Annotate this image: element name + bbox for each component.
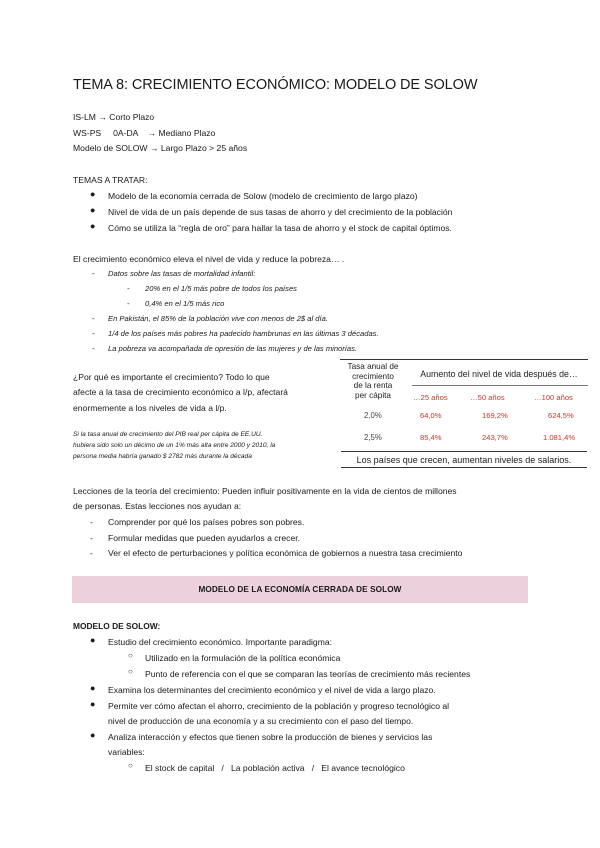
note-line: persona media habría ganado $ 2782 más durante la década [73, 453, 252, 460]
lecciones-line: Lecciones de la teoría del crecimiento: Pueden influir positivamente en la vida de cientos de millones [73, 486, 457, 496]
dash-icon: - [90, 548, 93, 558]
table-cell: 64,0% [420, 411, 442, 420]
lecciones-item: Comprender por qué los países pobres son pobres. [108, 517, 305, 527]
horizon-line: Modelo de SOLOW → Largo Plazo > 25 años [73, 143, 248, 153]
pobreza-subitem: 0,4% en el 1/5 más rico [145, 299, 225, 308]
table-cell: 243,7% [482, 433, 508, 442]
circle-bullet-icon: ○ [128, 667, 133, 676]
table-cell: 624,5% [548, 411, 574, 420]
table-rate: 2,5% [364, 433, 382, 442]
horizon-line: WS-PS 0A-DA → Mediano Plazo [73, 128, 216, 138]
table-rate: 2,0% [364, 411, 382, 420]
pobreza-item: Datos sobre las tasas de mortalidad infantil: [108, 269, 256, 278]
bullet-dot-icon: ● [90, 635, 96, 645]
tema-item: Cómo se utiliza la “regla de oro” para hallar la tasa de ahorro y el stock de capital óptimos. [108, 223, 452, 233]
dash-icon: - [92, 344, 95, 353]
solow-variables: El stock de capital / La población activa / El avance tecnológico [145, 763, 405, 773]
dash-icon: - [127, 284, 130, 293]
circle-bullet-icon: ○ [128, 651, 133, 660]
table-rule [340, 359, 588, 360]
tema-item: Modelo de la economía cerrada de Solow (modelo de crecimiento de largo plazo) [108, 191, 418, 201]
circle-bullet-icon: ○ [128, 761, 133, 770]
bullet-dot-icon: ● [90, 205, 96, 215]
solow-item: Estudio del crecimiento económico. Importante paradigma: [108, 637, 333, 647]
dash-icon: - [92, 314, 95, 323]
bullet-dot-icon: ● [90, 683, 96, 693]
lecciones-item: Formular medidas que pueden ayudarlos a crecer. [108, 533, 301, 543]
solow-item: Examina los determinantes del crecimiento económico y el nivel de vida a largo plazo. [108, 685, 436, 695]
pobreza-subitem: 20% en el 1/5 más pobre de todos los países [145, 284, 297, 293]
table-footer: Los países que crecen, aumentan niveles de salarios. [341, 451, 587, 468]
dash-icon: - [90, 533, 93, 543]
period-header: …25 años [413, 393, 448, 402]
table-cell: 169,2% [482, 411, 508, 420]
temas-heading: TEMAS A TRATAR: [73, 175, 148, 185]
tema-item: Nivel de vida de un país depende de sus tasas de ahorro y del crecimiento de la población [108, 207, 453, 217]
importancia-line: enormemente a los niveles de vida a l/p. [73, 403, 227, 413]
period-header: …100 años [534, 393, 573, 402]
table-cell: 85,4% [420, 433, 442, 442]
table-cell: 1.081,4% [543, 433, 576, 442]
rate-header [340, 362, 406, 400]
dash-icon: - [92, 269, 95, 278]
pobreza-item: 1/4 de los países más pobres ha padecido hambrunas en las últimas 3 décadas. [108, 329, 379, 338]
lecciones-item: Ver el efecto de perturbaciones y política económica de gobiernos a nuestra tasa crecimiento [108, 548, 463, 558]
pobreza-item: La pobreza va acompañada de opresión de las mujeres y de las minorías. [108, 344, 358, 353]
solow-heading: MODELO DE SOLOW: [73, 621, 161, 631]
table-rule [412, 385, 588, 386]
page-title: TEMA 8: CRECIMIENTO ECONÓMICO: MODELO DE SOLOW [73, 77, 478, 93]
lecciones-line: de personas. Estas lecciones nos ayudan a: [73, 501, 242, 511]
bullet-dot-icon: ● [90, 221, 96, 231]
dash-icon: - [90, 517, 93, 527]
importancia-note [73, 429, 275, 462]
solow-item-cont: variables: [108, 747, 145, 757]
pobreza-item: En Pakistán, el 85% de la población vive con menos de 2$ al día. [108, 314, 328, 323]
note-line: hubiera sido solo un décimo de un 1% más alta entre 2000 y 2010, la [73, 442, 276, 449]
rate-header-line: per cápita [355, 390, 391, 400]
solow-item: Permite ver cómo afectan el ahorro, crecimiento de la población y progreso tecnológico al [108, 701, 450, 711]
rate-header-line: Tasa anual de [347, 362, 399, 371]
bullet-dot-icon: ● [90, 730, 96, 740]
note-line: Si la tasa anual de crecimiento del PIB real per cápita de EE.UU. [73, 431, 263, 438]
dash-icon: - [92, 329, 95, 338]
bullet-dot-icon: ● [90, 189, 96, 199]
bullet-dot-icon: ● [90, 699, 96, 709]
solow-item-cont: nivel de producción de una economía y a su crecimiento con el paso del tiempo. [108, 716, 414, 726]
importancia-line: ¿Por qué es importante el crecimiento? Todo lo que [73, 372, 270, 382]
solow-subitem: Punto de referencia con el que se comparan las teorías de crecimiento más recientes [145, 669, 471, 679]
horizon-line: IS-LM → Corto Plazo [73, 112, 155, 122]
period-header: …50 años [470, 393, 505, 402]
rate-header-line: crecimiento [352, 371, 394, 381]
importancia-line: afecte a la tasa de crecimiento económico a l/p, afectará [73, 387, 288, 397]
dash-icon: - [127, 299, 130, 308]
rate-header-line: de la renta [353, 381, 393, 391]
solow-item: Analiza interacción y efectos que tienen sobre la producción de bienes y servicios las [108, 732, 433, 742]
section-banner: MODELO DE LA ECONOMÍA CERRADA DE SOLOW [72, 576, 528, 603]
effect-header: Aumento del nivel de vida después de… [420, 369, 578, 379]
pobreza-intro: El crecimiento económico eleva el nivel de vida y reduce la pobreza… . [73, 254, 345, 264]
solow-subitem: Utilizado en la formulación de la política económica [145, 653, 341, 663]
